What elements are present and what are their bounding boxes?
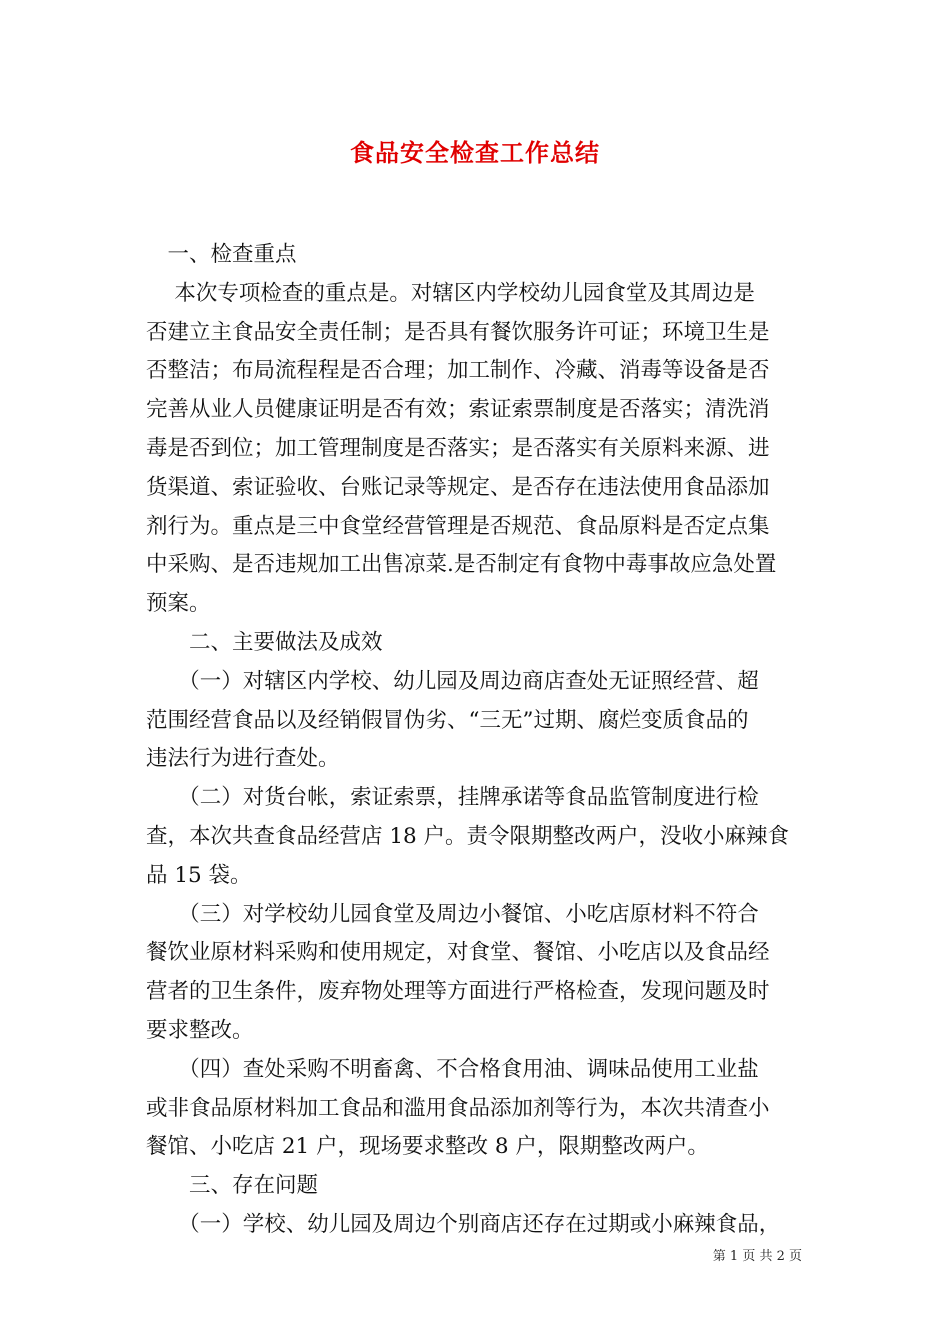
body-line: 一、检查重点 (146, 242, 297, 267)
body-line: 餐饮业原材料采购和使用规定，对食堂、餐馆、小吃店以及食品经 (146, 940, 770, 966)
body-line: 品 15 袋。 (146, 862, 252, 888)
body-line: 或非食品原材料加工食品和滥用食品添加剂等行为，本次共清查小 (146, 1095, 770, 1121)
body-line: 货渠道、索证验收、台账记录等规定、是否存在违法使用食品添加 (146, 474, 770, 500)
body-line: 营者的卫生条件，废弃物处理等方面进行严格检查，发现问题及时 (146, 979, 770, 1005)
body-line: （一）对辖区内学校、幼儿园及周边商店查处无证照经营、超 (146, 668, 759, 694)
body-line: 二、主要做法及成效 (146, 629, 383, 655)
body-line: 查，本次共查食品经营店 18 户。责令限期整改两户，没收小麻辣食 (146, 823, 790, 849)
body-line: 范围经营食品以及经销假冒伪劣、“三无”过期、腐烂变质食品的 (146, 707, 749, 733)
document-body (146, 236, 809, 1245)
body-line: （四）查处采购不明畜禽、不合格食用油、调味品使用工业盐 (146, 1056, 759, 1082)
body-line: （一）学校、幼儿园及周边个别商店还存在过期或小麻辣食品， (146, 1211, 781, 1237)
body-line: 否建立主食品安全责任制；是否具有餐饮服务许可证；环境卫生是 (146, 319, 770, 345)
body-line: 预案。 (146, 591, 211, 617)
body-line: 中采购、是否违规加工出售凉菜.是否制定有食物中毒事故应急处置 (146, 552, 777, 578)
body-line: 剂行为。重点是三中食堂经营管理是否规范、食品原料是否定点集 (146, 513, 770, 539)
body-line: 要求整改。 (146, 1017, 254, 1043)
body-line: 违法行为进行查处。 (146, 746, 340, 772)
body-line: （三）对学校幼儿园食堂及周边小餐馆、小吃店原材料不符合 (146, 901, 759, 927)
page-footer: 第 1 页 共 2 页 (712, 1249, 802, 1264)
body-line: 三、存在问题 (146, 1173, 319, 1199)
document-title: 食品安全检查工作总结 (350, 139, 600, 167)
body-line: （二）对货台帐，索证索票，挂牌承诺等食品监管制度进行检 (146, 785, 759, 811)
body-line: 餐馆、小吃店 21 户，现场要求整改 8 户，限期整改两户。 (146, 1134, 709, 1160)
body-line: 否整洁；布局流程程是否合理；加工制作、冷藏、消毒等设备是否 (146, 358, 770, 384)
body-line: 完善从业人员健康证明是否有效；索证索票制度是否落实；清洗消 (146, 397, 770, 423)
body-line: 本次专项检查的重点是。对辖区内学校幼儿园食堂及其周边是 (146, 280, 755, 306)
body-line: 毒是否到位；加工管理制度是否落实；是否落实有关原料来源、进 (146, 435, 770, 461)
